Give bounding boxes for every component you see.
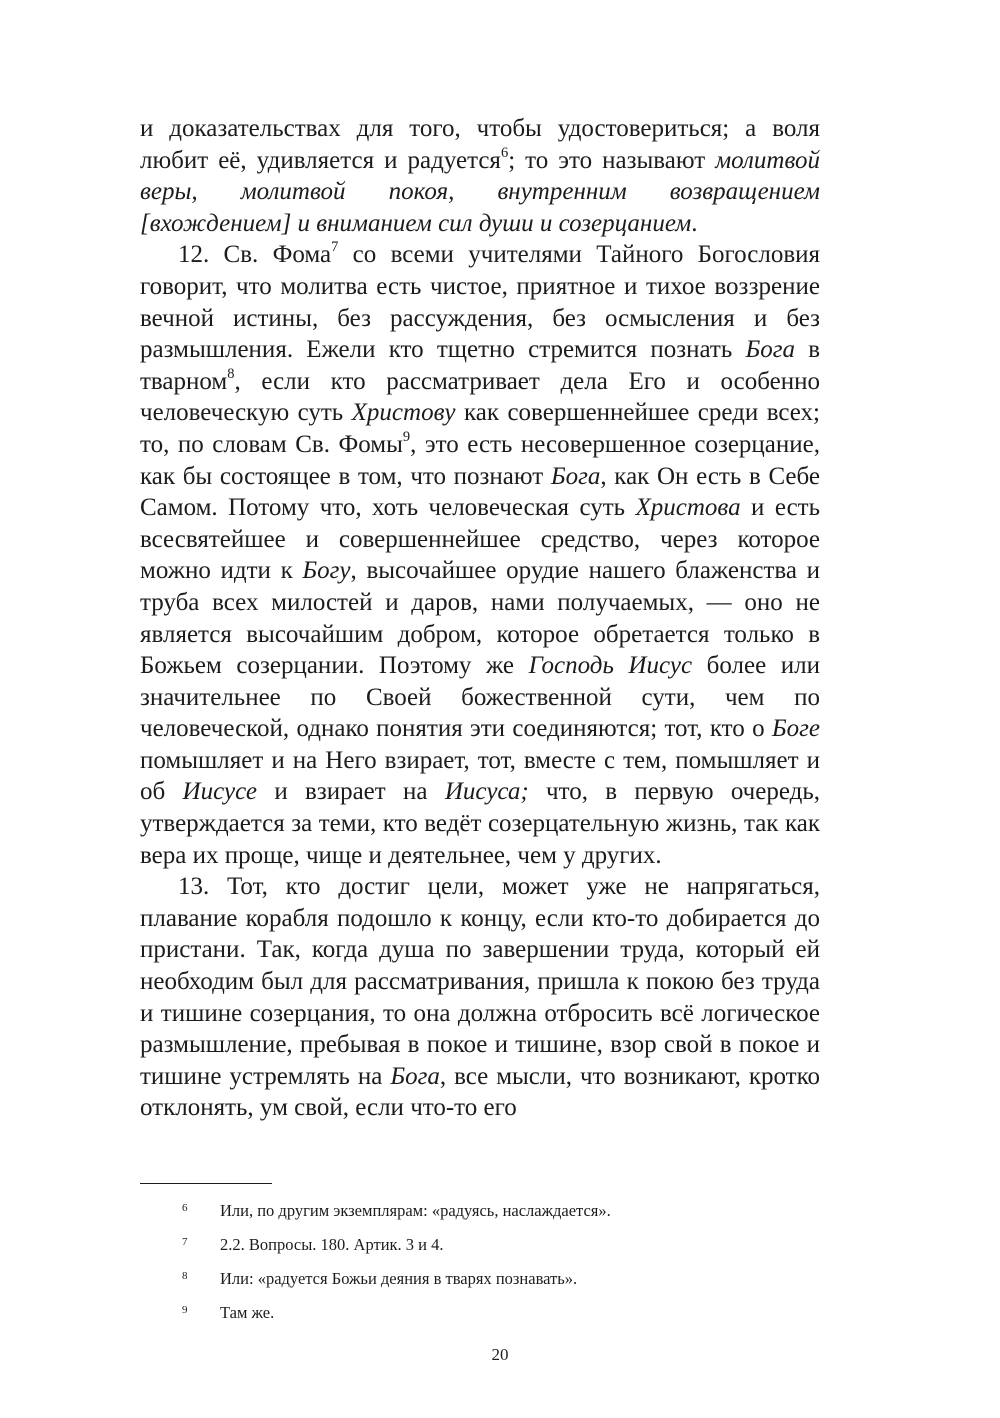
footnote-reference: 8	[227, 365, 235, 382]
italic-text: Бога	[550, 462, 601, 490]
italic-text: Богу	[302, 557, 351, 585]
text-run: ; то это называют	[508, 146, 716, 174]
footnotes	[140, 1200, 820, 1336]
italic-text: Христову	[351, 399, 456, 427]
footnote-number: 6	[182, 1202, 188, 1214]
text-run: 12. Св. Фома	[178, 241, 332, 269]
italic-text: Бога	[390, 1062, 440, 1090]
footnote	[140, 1200, 820, 1224]
footnote	[140, 1302, 820, 1326]
italic-text: Христова	[635, 494, 741, 522]
italic-text: Господь Иисус	[528, 652, 693, 680]
footnote-separator	[140, 1183, 272, 1184]
text-run: и взирает на	[257, 778, 445, 806]
paragraph-12	[140, 239, 820, 871]
footnote-text: Или, по другим экземплярам: «радуясь, наслаждается».	[220, 1201, 611, 1220]
italic-text: молитвой веры, молитвой покоя, внутренним возвращением [вхождением] и вниманием сил души и созерцанием	[140, 146, 820, 237]
text-run: 13. Тот, кто достиг цели, может уже не напрягаться, плавание корабля подошло к концу, если кто-то добирается до пристани. Так, когда душа по завершении труда, который ей необходим был для рассматривания, пришла к покою без труда и тишине созерцания, то она должна отбросить всё логическое размышление, пребывая в покое и тишине, взор свой в покое и тишине устремлять на	[140, 873, 820, 1090]
footnote	[140, 1268, 820, 1292]
paragraph-1	[140, 113, 820, 239]
text-run: что, в первую очередь, утверждается за теми, кто ведёт созерцательную жизнь, так как вера их проще, чище и деятельнее, чем у других.	[140, 778, 820, 869]
main-text	[140, 113, 820, 1124]
footnote-number: 8	[182, 1270, 188, 1282]
footnote-text: 2.2. Вопросы. 180. Артик. 3 и 4.	[220, 1235, 444, 1254]
text-run: , как Он есть в Себе Самом. Потому что, хоть человеческая суть	[140, 462, 821, 522]
footnote-reference: 7	[331, 239, 339, 256]
footnote	[140, 1234, 820, 1258]
footnote-reference: 6	[500, 144, 509, 161]
text-run: в тварном	[140, 336, 821, 395]
text-run: как совершеннейшее среди всех; то, по словам Св. Фомы	[140, 399, 820, 458]
text-run: и есть всесвятейшее и совершеннейшее средство, через которое можно идти к	[140, 494, 821, 585]
text-run: , все мысли, что возникают, кротко отклонять, ум свой, если что-то его	[140, 1062, 820, 1122]
footnote-text: Или: «радуется Божьи деяния в тварях познавать».	[220, 1269, 578, 1288]
italic-text: Боге	[771, 715, 820, 743]
italic-text: Бога	[745, 336, 795, 364]
text-run: , если кто рассматривает дела Его и особенно человеческую суть	[140, 367, 820, 427]
footnote-number: 7	[182, 1236, 188, 1248]
text-run: более или значительнее по Своей божественной сути, чем по человеческой, однако понятия эти соединяются; тот, кто о	[140, 652, 821, 743]
footnote-reference: 9	[402, 429, 411, 446]
text-run: со всеми учителями Тайного Богословия говорит, что молитва есть чистое, приятное и тихое воззрение вечной истины, без рассуждения, без осмысления и без размышления. Ежели кто тщетно стремится познать	[140, 241, 820, 364]
footnote-number: 9	[182, 1304, 188, 1316]
paragraph-13	[140, 871, 820, 1124]
text-run: , высочайшее орудие нашего блаженства и труба всех милостей и даров, нами получаемых, — оно не является высочайшим добром, которое обретается только в Божьем созерцании. Поэтому же	[140, 557, 820, 680]
text-run: , это есть несовершенное созерцание, как бы состоящее в том, что познают	[140, 430, 820, 490]
italic-text: Иисусе	[182, 778, 257, 806]
text-run: .	[691, 209, 698, 237]
footnote-text: Там же.	[220, 1303, 275, 1322]
page-number: 20	[491, 1345, 509, 1364]
text-run: и доказательствах для того, чтобы удостовериться; а воля любит её, удивляется и радуется	[140, 115, 820, 174]
italic-text: Иисуса;	[444, 778, 529, 806]
text-run: помышляет и на Него взирает, тот, вместе с тем, помышляет и об	[140, 746, 820, 806]
